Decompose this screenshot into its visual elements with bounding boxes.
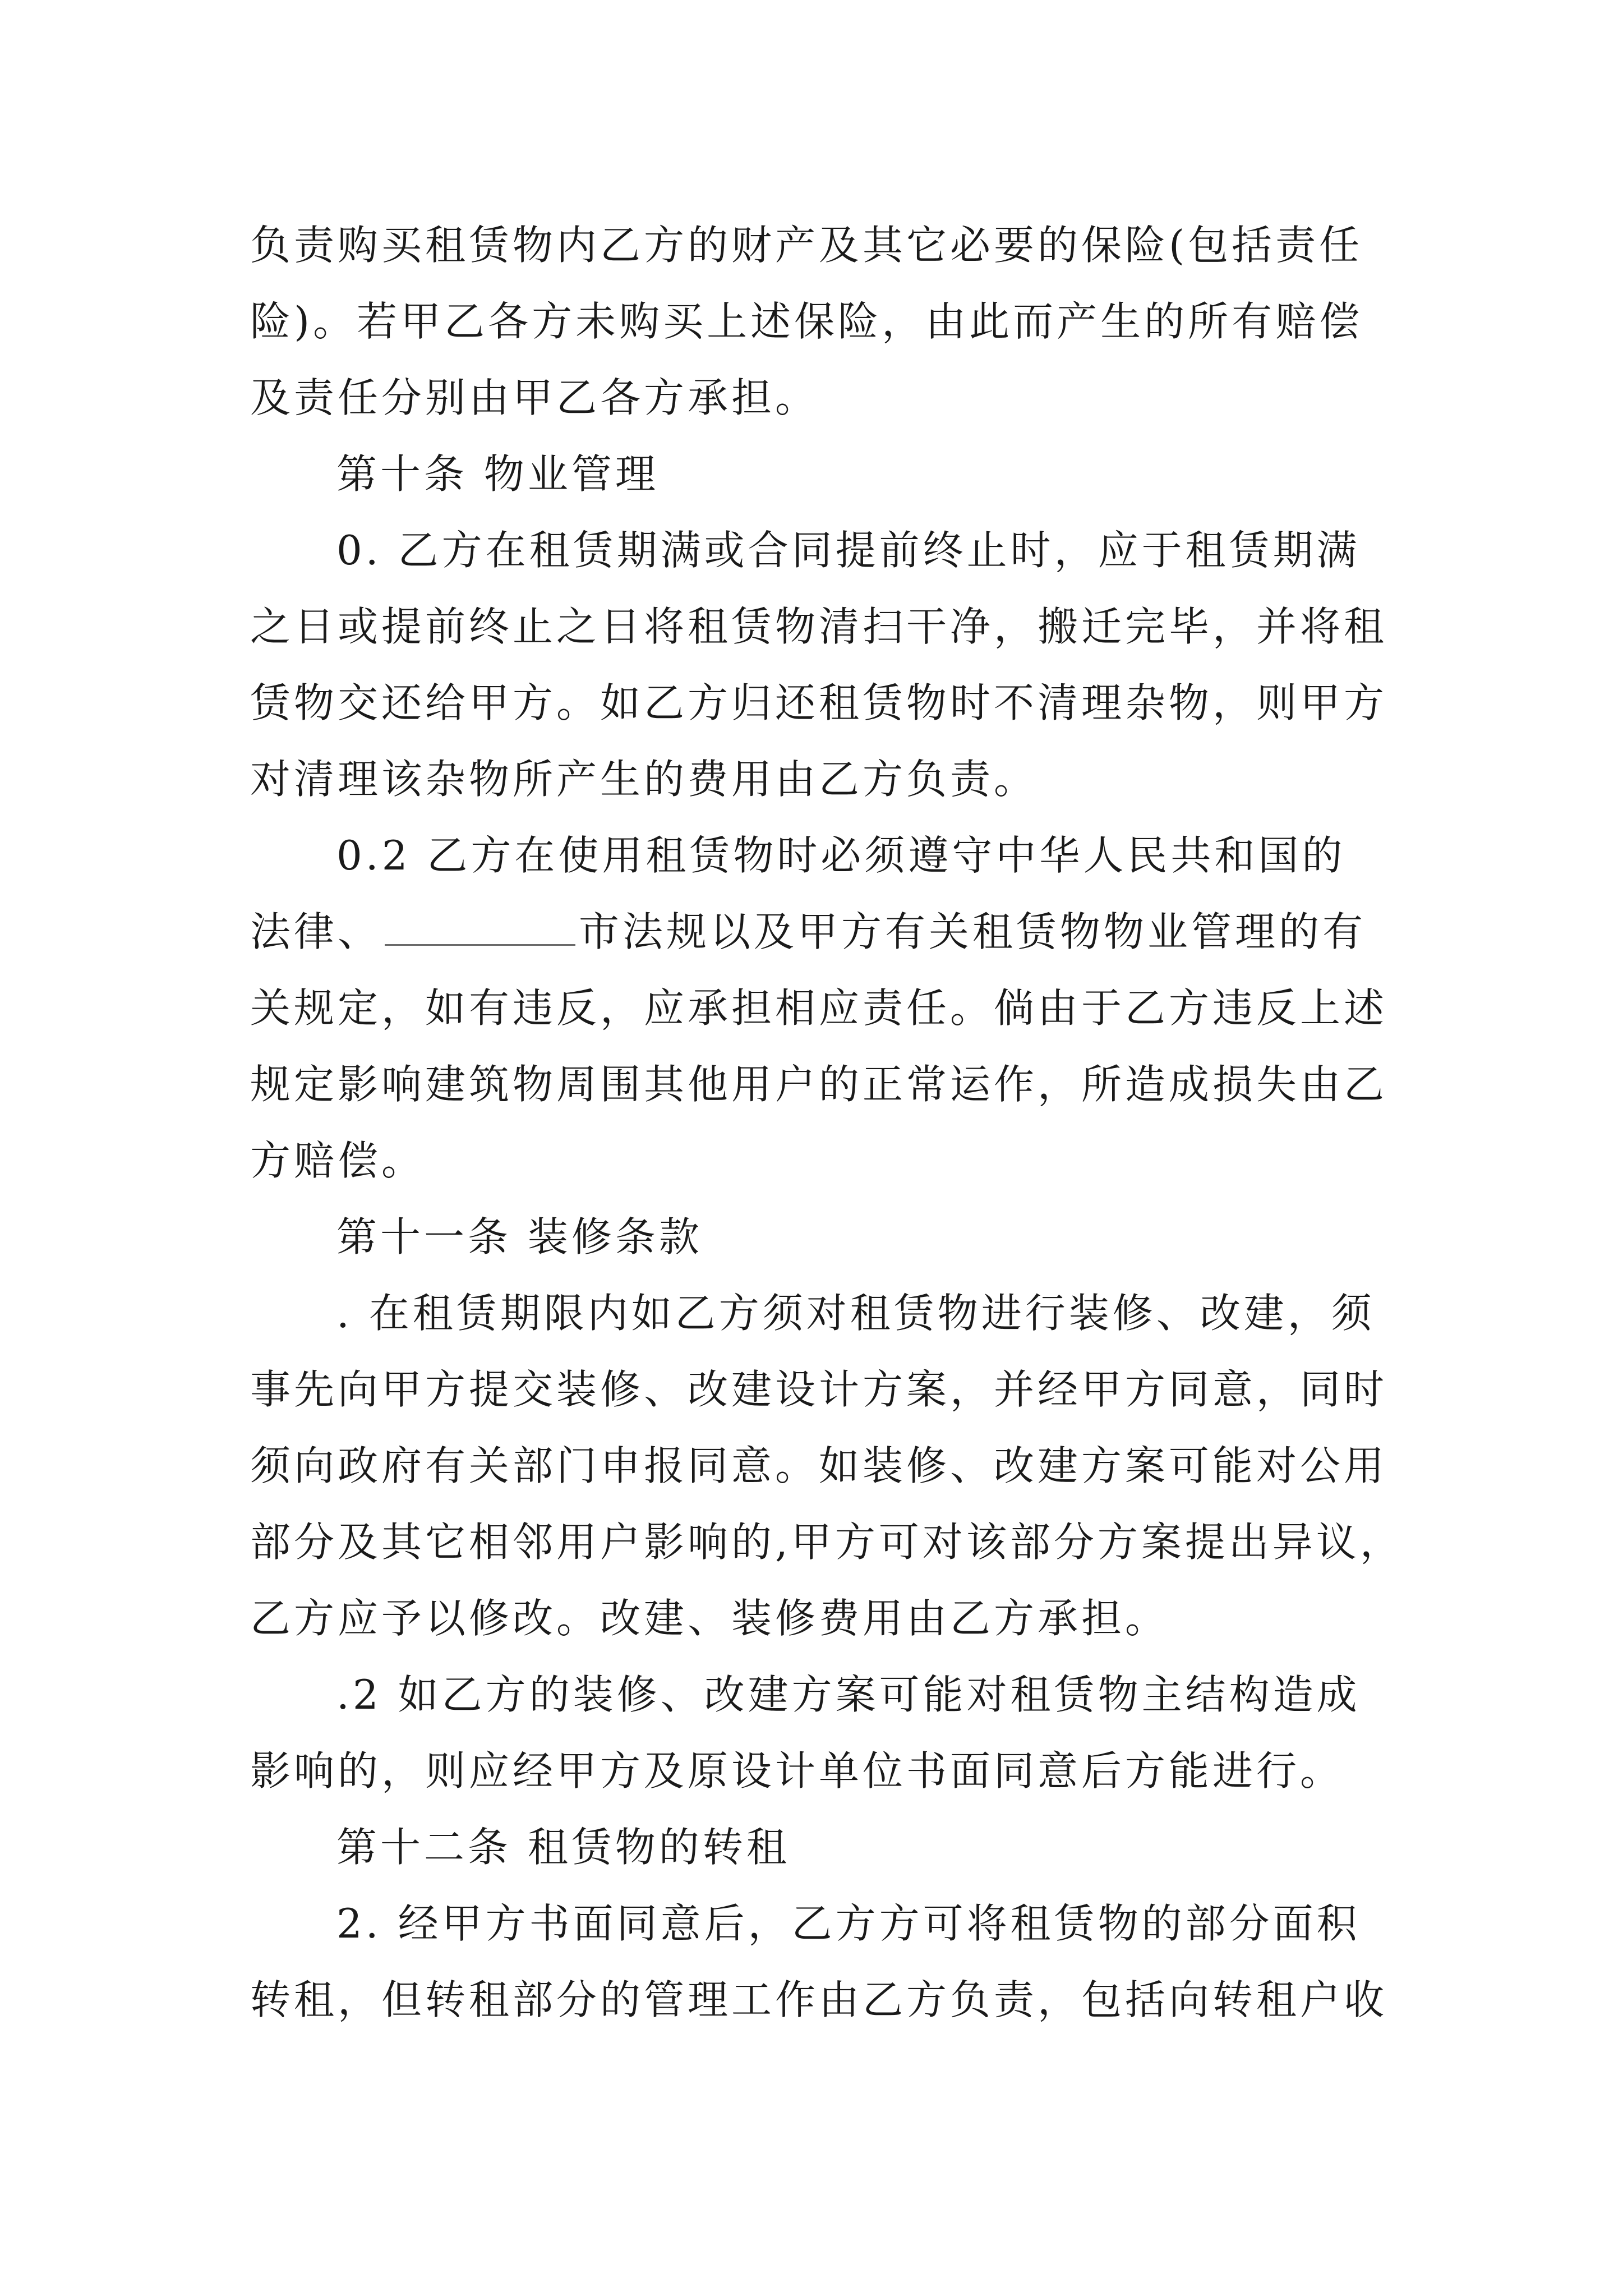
text-line: 2. 经甲方书面同意后，乙方方可将租赁物的部分面积 [336, 1900, 1361, 1947]
text-line: 及责任分别由甲乙各方承担。 [250, 374, 819, 421]
fill-in-blank [385, 941, 575, 946]
text-line: .2 如乙方的装修、改建方案可能对租赁物主结构造成 [336, 1671, 1361, 1718]
section-heading: 第十条 物业管理 [336, 450, 659, 498]
text-line: 影响的，则应经甲方及原设计单位书面同意后方能进行。 [250, 1747, 1344, 1795]
text-line: 0. 乙方在租赁期满或合同提前终止时，应于租赁期满 [336, 527, 1361, 574]
text-line: 须向政府有关部门申报同意。如装修、改建方案可能对公用 [250, 1442, 1388, 1489]
text-line: 之日或提前终止之日将租赁物清扫干净，搬迁完毕，并将租 [250, 603, 1388, 650]
text-line: 赁物交还给甲方。如乙方归还租赁物时不清理杂物，则甲方 [250, 679, 1388, 726]
text-line: 部分及其它相邻用户影响的,甲方可对该部分方案提出异议， [250, 1519, 1404, 1566]
text-segment: 市法规以及甲方有关租赁物物业管理的有 [579, 908, 1367, 955]
text-line: 事先向甲方提交装修、改建设计方案，并经甲方同意，同时 [250, 1366, 1388, 1413]
text-line: 0.2 乙方在使用租赁物时必须遵守中华人民共和国的 [336, 832, 1346, 879]
text-line: 乙方应予以修改。改建、装修费用由乙方承担。 [250, 1595, 1169, 1642]
text-line: . 在租赁期限内如乙方须对租赁物进行装修、改建，须 [336, 1290, 1375, 1337]
section-heading: 第十二条 租赁物的转租 [336, 1824, 790, 1871]
text-segment: 法律、 [250, 908, 382, 955]
text-line: 规定影响建筑物周围其他用户的正常运作，所造成损失由乙 [250, 1061, 1388, 1108]
section-heading: 第十一条 装修条款 [336, 1213, 703, 1260]
text-line: 关规定，如有违反，应承担相应责任。倘由于乙方违反上述 [250, 984, 1388, 1032]
text-line: 对清理该杂物所产生的费用由乙方负责。 [250, 756, 1038, 803]
text-line: 险)。若甲乙各方未购买上述保险，由此而产生的所有赔偿 [250, 298, 1363, 345]
text-line: 方赔偿。 [250, 1137, 426, 1184]
text-line: 转租，但转租部分的管理工作由乙方负责，包括向转租户收 [250, 1976, 1388, 2023]
text-line-with-blank [250, 907, 1366, 957]
text-line: 负责购买租赁物内乙方的财产及其它必要的保险(包括责任 [250, 222, 1363, 269]
